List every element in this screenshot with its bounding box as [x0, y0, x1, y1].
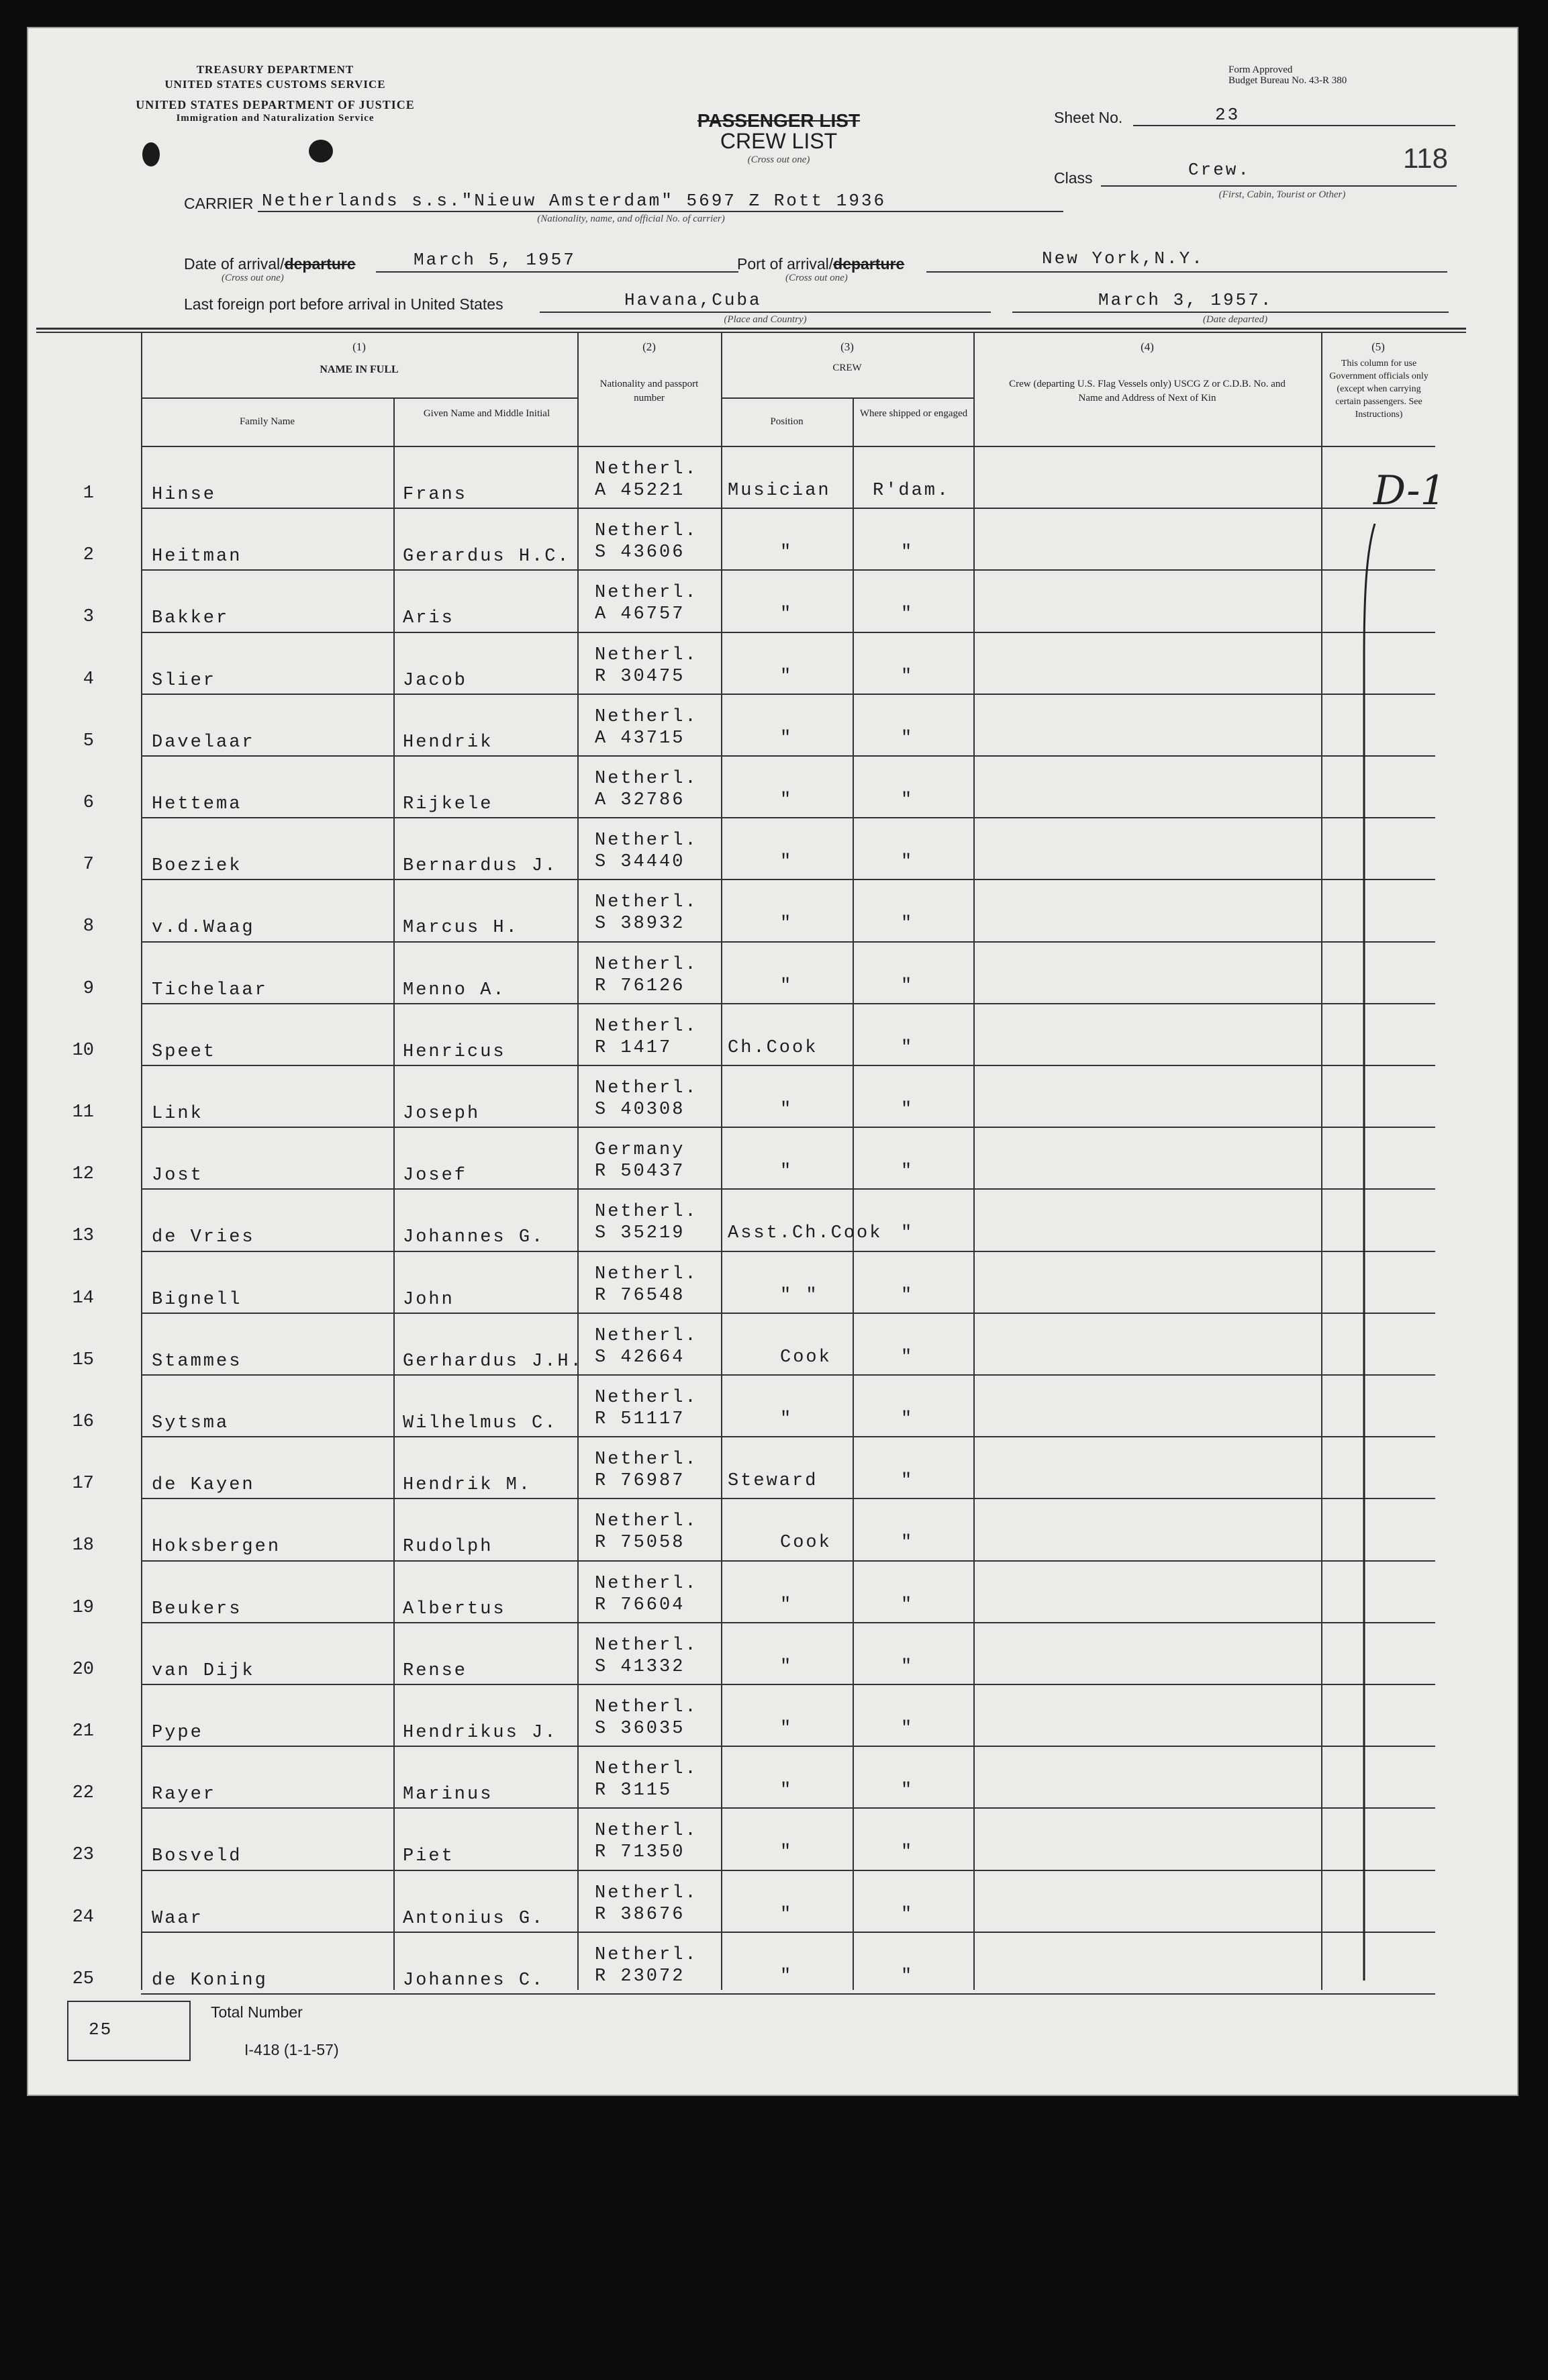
- where-shipped: ": [901, 1656, 914, 1677]
- row-number: 25: [72, 1968, 94, 1989]
- col5-title: This column for use Government officials only (except when carrying certain passengers. See Instructions): [1329, 359, 1429, 420]
- given-name: Hendrik: [403, 732, 493, 753]
- family-name: Sytsma: [152, 1413, 230, 1433]
- family-name: de Kayen: [152, 1475, 255, 1496]
- where-shipped: ": [901, 852, 914, 873]
- crew-list-title: CREW LIST: [720, 129, 838, 153]
- given-name: Piet: [403, 1846, 454, 1867]
- row-number: 16: [72, 1412, 94, 1432]
- row-number: 9: [83, 978, 94, 999]
- date-arrival-value: March 5, 1957: [414, 250, 576, 270]
- passport-number: A 32786: [595, 790, 685, 810]
- passport-number: S 38932: [595, 914, 685, 935]
- given-name: Marinus: [403, 1784, 493, 1805]
- date-arrival-label: Date of arrival/departure: [184, 255, 356, 273]
- given-name: Josef: [403, 1165, 468, 1186]
- passport-number: R 76987: [595, 1471, 685, 1492]
- passport-number: R 23072: [595, 1966, 685, 1987]
- nationality: Netherl.: [595, 1078, 698, 1098]
- row-number: 20: [72, 1659, 94, 1680]
- passport-number: R 76126: [595, 975, 685, 996]
- given-name: Antonius G.: [403, 1908, 545, 1929]
- position: ": [780, 1719, 793, 1739]
- position: ": [780, 728, 793, 749]
- row-number: 12: [72, 1164, 94, 1185]
- where-shipped: ": [901, 1904, 914, 1925]
- departed-date-value: March 3, 1957.: [1098, 290, 1273, 310]
- carrier-label: CARRIER: [184, 195, 254, 212]
- where-shipped: ": [901, 604, 914, 625]
- row-number: 10: [72, 1040, 94, 1061]
- title-cross-out-hint: (Cross out one): [747, 154, 810, 165]
- position: Asst.Ch.Cook: [728, 1223, 883, 1244]
- where-shipped: ": [901, 1842, 914, 1863]
- class-value: Crew.: [1188, 160, 1251, 180]
- family-name: Hinse: [152, 485, 217, 505]
- position: ": [780, 914, 793, 935]
- position: ": [780, 1842, 793, 1863]
- last-port-hint: (Place and Country): [724, 314, 807, 325]
- last-port-value: Havana,Cuba: [624, 290, 762, 310]
- given-name: Aris: [403, 608, 454, 629]
- nationality: Netherl.: [595, 830, 698, 851]
- where-shipped: ": [901, 1471, 914, 1492]
- where-shipped: ": [901, 1594, 914, 1615]
- passport-number: A 43715: [595, 728, 685, 749]
- sheet-number: 23: [1215, 105, 1241, 125]
- last-port-label: Last foreign port before arrival in United States: [184, 295, 503, 313]
- col4-number: (4): [1141, 340, 1154, 353]
- passport-number: A 45221: [595, 481, 685, 501]
- position: ": [780, 604, 793, 625]
- where-shipped: ": [901, 975, 914, 996]
- nationality: Netherl.: [595, 1573, 698, 1594]
- passport-number: R 71350: [595, 1842, 685, 1863]
- where-shipped: ": [901, 1347, 914, 1368]
- given-name: Gerhardus J.H.: [403, 1351, 583, 1372]
- row-number: 21: [72, 1721, 94, 1742]
- family-name: Pype: [152, 1723, 203, 1743]
- row-number: 1: [83, 483, 94, 504]
- position: Cook: [780, 1347, 832, 1368]
- row-number: 4: [83, 669, 94, 689]
- position: Steward: [728, 1471, 818, 1492]
- dept-justice: UNITED STATES DEPARTMENT OF JUSTICE: [136, 98, 415, 111]
- passport-number: S 35219: [595, 1223, 685, 1244]
- col3-title: CREW: [832, 363, 862, 373]
- departed-date-hint: (Date departed): [1202, 314, 1268, 325]
- position: ": [780, 1780, 793, 1801]
- seal-mark-right: [309, 140, 333, 162]
- date-departure-struck: departure: [284, 255, 356, 273]
- passport-number: S 43606: [595, 542, 685, 563]
- family-name: Slier: [152, 670, 217, 691]
- nationality: Netherl.: [595, 1449, 698, 1470]
- row-number: 15: [72, 1349, 94, 1370]
- document-page: [27, 27, 1518, 2096]
- dept-immigration: Immigration and Naturalization Service: [176, 113, 375, 124]
- where-shipped: ": [901, 1223, 914, 1244]
- where-shipped: ": [901, 1100, 914, 1120]
- nationality: Germany: [595, 1140, 685, 1161]
- passenger-list-struck: PASSENGER LIST: [697, 110, 861, 131]
- port-arrival-value: New York,N.Y.: [1042, 248, 1204, 269]
- dept-treasury: TREASURY DEPARTMENT: [196, 63, 354, 76]
- given-name: John: [403, 1289, 454, 1310]
- passport-number: R 76548: [595, 1285, 685, 1306]
- where-shipped: ": [901, 666, 914, 687]
- nationality: Netherl.: [595, 1388, 698, 1408]
- where-shipped: ": [901, 1161, 914, 1182]
- passport-number: R 51117: [595, 1409, 685, 1429]
- where-shipped: ": [901, 790, 914, 810]
- given-name: Hendrikus J.: [403, 1723, 558, 1743]
- nationality: Netherl.: [595, 1325, 698, 1346]
- nationality: Netherl.: [595, 1635, 698, 1656]
- passport-number: R 3115: [595, 1780, 673, 1801]
- class-hint: (First, Cabin, Tourist or Other): [1218, 189, 1346, 200]
- nationality: Netherl.: [595, 892, 698, 913]
- position: ": [780, 1100, 793, 1120]
- where-shipped: ": [901, 1533, 914, 1554]
- passport-number: S 40308: [595, 1100, 685, 1120]
- total-number-label: Total Number: [211, 2003, 303, 2021]
- carrier-value: Netherlands s.s."Nieuw Amsterdam" 5697 Z Rott 1936: [262, 191, 887, 211]
- given-name: Joseph: [403, 1104, 481, 1124]
- port-departure-struck: departure: [833, 255, 905, 273]
- family-name: Heitman: [152, 546, 242, 567]
- where-shipped: ": [901, 1037, 914, 1058]
- col2-title: Nationality and passport number: [599, 379, 699, 403]
- family-name: Beukers: [152, 1599, 242, 1619]
- class-label: Class: [1054, 169, 1093, 187]
- position: ": [780, 1409, 793, 1429]
- passport-number: S 36035: [595, 1719, 685, 1739]
- position: ": [780, 790, 793, 810]
- position: ": [780, 1966, 793, 1987]
- seal-mark-left: [142, 142, 160, 166]
- total-number-value: 25: [89, 2019, 113, 2040]
- where-shipped: ": [901, 1285, 914, 1306]
- passport-number: A 46757: [595, 604, 685, 625]
- given-name: Gerardus H.C.: [403, 546, 571, 567]
- passport-number: S 41332: [595, 1656, 685, 1677]
- nationality: Netherl.: [595, 1697, 698, 1717]
- row-number: 2: [83, 545, 94, 566]
- row-number: 22: [72, 1783, 94, 1804]
- position: ": [780, 666, 793, 687]
- nationality: Netherl.: [595, 645, 698, 665]
- row-number: 5: [83, 730, 94, 751]
- nationality: Netherl.: [595, 1883, 698, 1903]
- row-number: 24: [72, 1907, 94, 1927]
- position: ": [780, 852, 793, 873]
- given-name: Wilhelmus C.: [403, 1413, 558, 1433]
- col-where-shipped: Where shipped or engaged: [859, 408, 968, 419]
- nationality: Netherl.: [595, 1202, 698, 1223]
- nationality: Netherl.: [595, 1944, 698, 1965]
- col5-number: (5): [1371, 340, 1385, 353]
- where-shipped: ": [901, 1966, 914, 1987]
- position: Cook: [780, 1533, 832, 1554]
- carrier-hint: (Nationality, name, and official No. of carrier): [537, 213, 725, 224]
- col1-number: (1): [352, 340, 366, 353]
- given-name: Bernardus J.: [403, 856, 558, 877]
- row-number: 11: [72, 1102, 94, 1123]
- family-name: Davelaar: [152, 732, 255, 753]
- family-name: Bosveld: [152, 1846, 242, 1867]
- nationality: Netherl.: [595, 521, 698, 542]
- family-name: Bignell: [152, 1289, 242, 1310]
- where-shipped: ": [901, 542, 914, 563]
- passport-number: R 30475: [595, 666, 685, 687]
- row-number: 17: [72, 1474, 94, 1494]
- passport-number: R 1417: [595, 1037, 673, 1058]
- passport-number: S 42664: [595, 1347, 685, 1368]
- given-name: Menno A.: [403, 980, 506, 1000]
- row-number: 23: [72, 1845, 94, 1866]
- where-shipped: ": [901, 728, 914, 749]
- family-name: Rayer: [152, 1784, 217, 1805]
- nationality: Netherl.: [595, 954, 698, 975]
- family-name: de Vries: [152, 1227, 255, 1248]
- row-number: 7: [83, 855, 94, 875]
- where-shipped: ": [901, 1409, 914, 1429]
- total-number-box: [67, 2001, 191, 2061]
- family-name: Speet: [152, 1041, 217, 1062]
- given-name: Henricus: [403, 1041, 506, 1062]
- where-shipped: ": [901, 1780, 914, 1801]
- position: ": [780, 542, 793, 563]
- position: ": [780, 1656, 793, 1677]
- nationality: Netherl.: [595, 706, 698, 727]
- passport-number: R 38676: [595, 1904, 685, 1925]
- col1-title: NAME IN FULL: [320, 364, 399, 375]
- family-name: de Koning: [152, 1970, 268, 1991]
- stamp-number: 118: [1403, 142, 1448, 174]
- row-number: 18: [72, 1535, 94, 1556]
- given-name: Johannes C.: [403, 1970, 545, 1991]
- position: ": [780, 1161, 793, 1182]
- nationality: Netherl.: [595, 1759, 698, 1780]
- position: " ": [780, 1285, 819, 1306]
- col-family-name: Family Name: [239, 416, 295, 427]
- handwritten-annotation: D-1: [1373, 467, 1446, 514]
- family-name: Link: [152, 1104, 203, 1124]
- given-name: Hendrik M.: [403, 1475, 532, 1496]
- col-given-name: Given Name and Middle Initial: [423, 408, 550, 419]
- family-name: Jost: [152, 1165, 203, 1186]
- nationality: Netherl.: [595, 1264, 698, 1284]
- passport-number: R 76604: [595, 1594, 685, 1615]
- family-name: Hettema: [152, 794, 242, 814]
- passport-number: R 50437: [595, 1161, 685, 1182]
- dept-customs: UNITED STATES CUSTOMS SERVICE: [164, 78, 386, 91]
- family-name: Bakker: [152, 608, 230, 629]
- row-number: 6: [83, 793, 94, 813]
- handwritten-vertical-stroke: [1356, 524, 1383, 1987]
- col2-number: (2): [642, 340, 656, 353]
- where-shipped: ": [901, 1719, 914, 1739]
- form-approved: Form Approved: [1228, 64, 1293, 75]
- nationality: Netherl.: [595, 1821, 698, 1842]
- date-cross-hint: (Cross out one): [222, 273, 284, 283]
- nationality: Netherl.: [595, 583, 698, 604]
- passport-number: R 75058: [595, 1533, 685, 1554]
- where-shipped: R'dam.: [873, 481, 951, 501]
- family-name: Waar: [152, 1908, 203, 1929]
- position: ": [780, 975, 793, 996]
- nationality: Netherl.: [595, 1511, 698, 1532]
- given-name: Johannes G.: [403, 1227, 545, 1248]
- family-name: Tichelaar: [152, 980, 268, 1000]
- family-name: Boeziek: [152, 856, 242, 877]
- position: Ch.Cook: [728, 1037, 818, 1058]
- row-number: 13: [72, 1226, 94, 1247]
- sheet-label: Sheet No.: [1054, 109, 1123, 126]
- col4-title: Crew (departing U.S. Flag Vessels only) USCG Z or C.D.B. No. and Name and Address of Next of Kin: [1009, 379, 1286, 403]
- form-id: I-418 (1-1-57): [244, 2041, 339, 2058]
- family-name: v.d.Waag: [152, 918, 255, 939]
- port-arrival-label: Port of arrival/departure: [737, 255, 905, 273]
- given-name: Rijkele: [403, 794, 493, 814]
- given-name: Jacob: [403, 670, 468, 691]
- budget-bureau: Budget Bureau No. 43-R 380: [1228, 75, 1347, 86]
- given-name: Rense: [403, 1660, 468, 1681]
- passport-number: S 34440: [595, 852, 685, 873]
- position: ": [780, 1594, 793, 1615]
- row-number: 8: [83, 916, 94, 937]
- nationality: Netherl.: [595, 459, 698, 479]
- position: ": [780, 1904, 793, 1925]
- given-name: Marcus H.: [403, 918, 519, 939]
- family-name: Hoksbergen: [152, 1537, 281, 1558]
- given-name: Albertus: [403, 1599, 506, 1619]
- where-shipped: ": [901, 914, 914, 935]
- port-cross-hint: (Cross out one): [785, 273, 848, 283]
- row-number: 19: [72, 1597, 94, 1618]
- family-name: van Dijk: [152, 1660, 255, 1681]
- row-number: 14: [72, 1288, 94, 1308]
- given-name: Frans: [403, 485, 468, 505]
- row-number: 3: [83, 607, 94, 628]
- given-name: Rudolph: [403, 1537, 493, 1558]
- col-position: Position: [770, 416, 804, 427]
- col3-number: (3): [840, 340, 854, 353]
- nationality: Netherl.: [595, 1016, 698, 1037]
- nationality: Netherl.: [595, 769, 698, 789]
- family-name: Stammes: [152, 1351, 242, 1372]
- position: Musician: [728, 481, 831, 501]
